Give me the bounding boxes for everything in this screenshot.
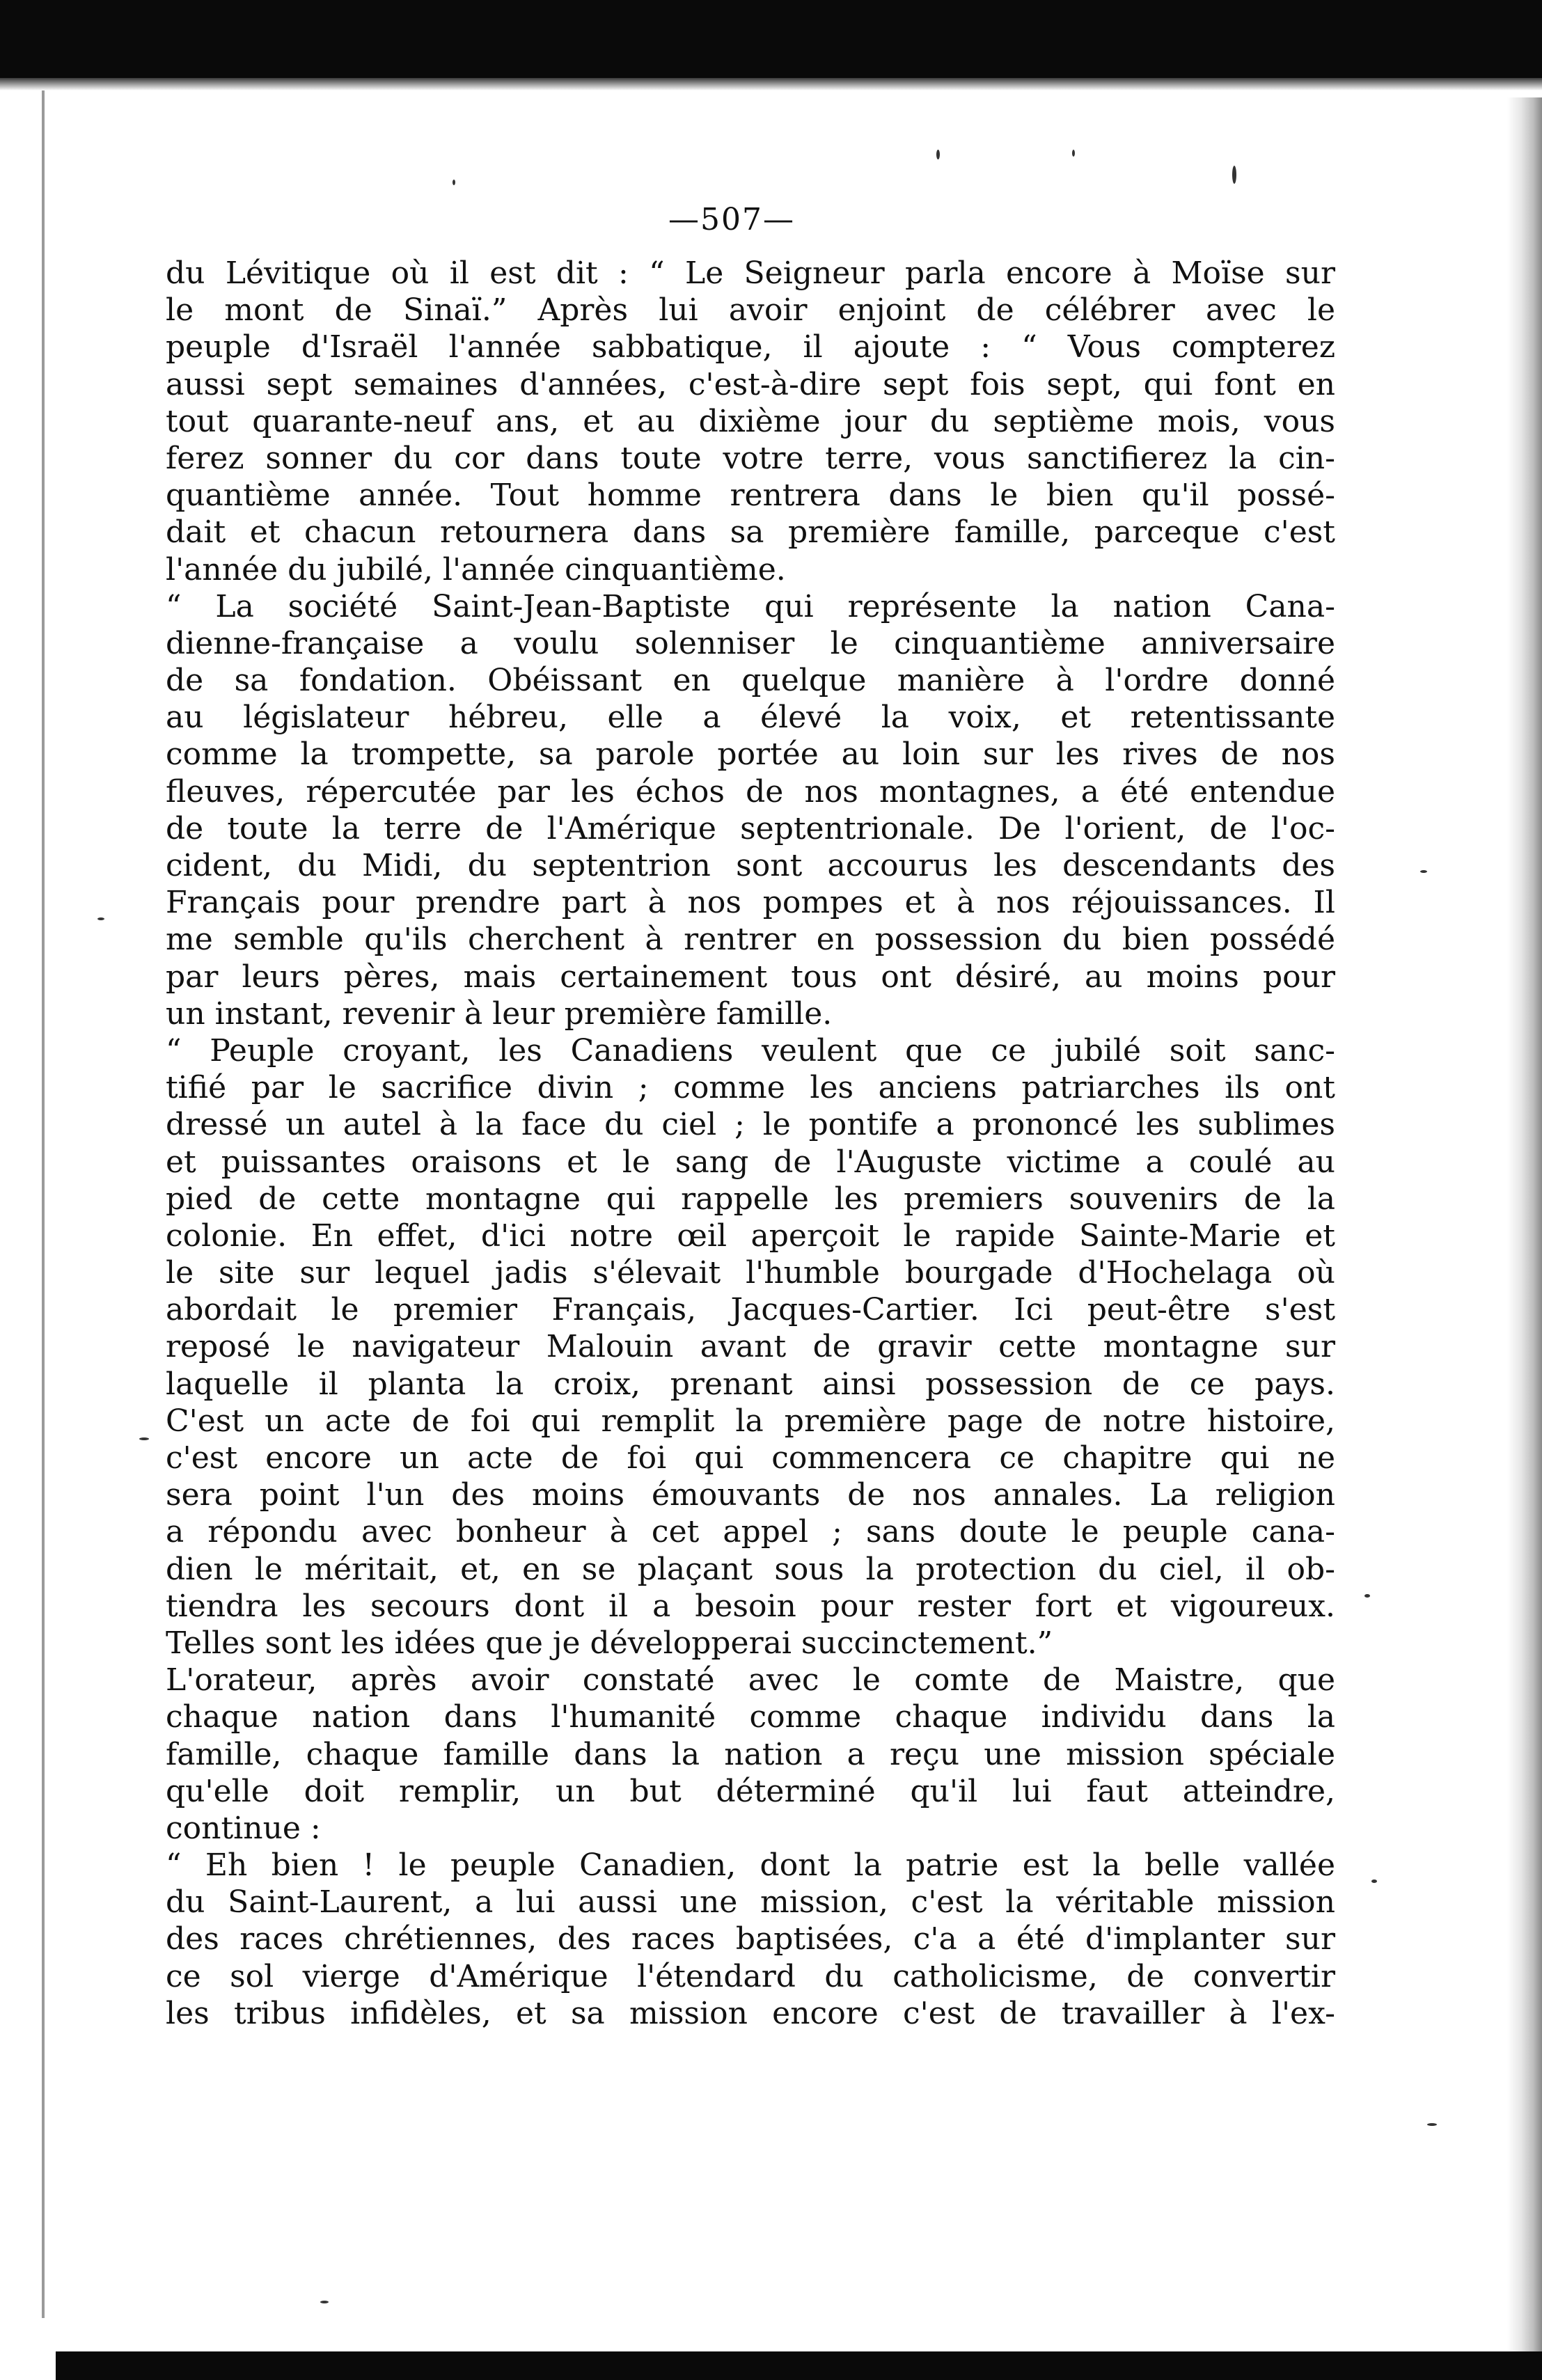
body-text <box>166 255 1335 2032</box>
scan-speck <box>139 1437 149 1440</box>
text-line: reposé le navigateur Malouin avant de gravir cette montagne sur <box>166 1329 1335 1365</box>
text-line: le mont de Sinaï.” Après lui avoir enjoint de célébrer avec le <box>166 292 1335 329</box>
text-line: chaque nation dans l'humanité comme chaque individu dans la <box>166 1699 1335 1735</box>
scan-left-margin-line <box>42 90 45 2318</box>
text-line: qu'elle doit remplir, un but déterminé qu'il lui faut atteindre, <box>166 1773 1335 1809</box>
text-line: des races chrétiennes, des races baptisées, c'a a été d'implanter sur <box>166 1921 1335 1957</box>
scan-speck <box>1364 1594 1370 1598</box>
text-line: de toute la terre de l'Amérique septentrionale. De l'orient, de l'oc- <box>166 810 1335 846</box>
text-line: tout quarante-neuf ans, et au dixième jour du septième mois, vous <box>166 403 1335 439</box>
text-line: dait et chacun retournera dans sa première famille, parceque c'est <box>166 514 1335 551</box>
text-line: me semble qu'ils cherchent à rentrer en possession du bien possédé <box>166 922 1335 958</box>
text-line: les tribus infidèles, et sa mission encore c'est de travailler à l'ex- <box>166 1995 1335 2031</box>
text-line: comme la trompette, sa parole portée au loin sur les rives de nos <box>166 736 1335 773</box>
scan-speck <box>936 150 940 159</box>
text-line: dien le méritait, et, en se plaçant sous la protection du ciel, il ob- <box>166 1551 1335 1587</box>
text-line: dienne-française a voulu solenniser le cinquantième anniversaire <box>166 625 1335 661</box>
text-line: a répondu avec bonheur à cet appel ; sans doute le peuple cana- <box>166 1514 1335 1550</box>
text-line: ce sol vierge d'Amérique l'étendard du catholicisme, de convertir <box>166 1958 1335 1994</box>
text-line: c'est encore un acte de foi qui commencera ce chapitre qui ne <box>166 1440 1335 1476</box>
text-line: C'est un acte de foi qui remplit la première page de notre histoire, <box>166 1403 1335 1439</box>
text-line: abordait le premier Français, Jacques-Cartier. Ici peut-être s'est <box>166 1292 1335 1328</box>
scan-speck <box>1420 870 1427 873</box>
text-line: dressé un autel à la face du ciel ; le pontife a prononcé les sublimes <box>166 1107 1335 1143</box>
text-line: Telles sont les idées que je développerai succinctement.” <box>166 1625 1053 1661</box>
text-line: colonie. En effet, d'ici notre œil aperçoit le rapide Sainte-Marie et <box>166 1217 1335 1254</box>
text-line: continue : <box>166 1810 321 1846</box>
scan-speck <box>1072 150 1075 157</box>
text-line: du Saint-Laurent, a lui aussi une mission, c'est la véritable mission <box>166 1884 1335 1921</box>
scan-bottom-border <box>56 2351 1542 2380</box>
scan-speck <box>453 180 455 185</box>
text-line: du Lévitique où il est dit : “ Le Seigneur parla encore à Moïse sur <box>166 255 1335 291</box>
text-line: aussi sept semaines d'années, c'est-à-dire sept fois sept, qui font en <box>166 366 1335 402</box>
text-line: fleuves, répercutée par les échos de nos montagnes, a été entendue <box>166 773 1335 810</box>
scan-right-edge <box>1507 97 1542 2351</box>
scan-speck <box>1232 166 1236 184</box>
text-line: “ La société Saint-Jean-Baptiste qui représente la nation Cana- <box>166 588 1335 624</box>
text-line: “ Eh bien ! le peuple Canadien, dont la patrie est la belle vallée <box>166 1847 1335 1884</box>
text-line: Français pour prendre part à nos pompes et à nos réjouissances. Il <box>166 885 1335 921</box>
text-line: de sa fondation. Obéissant en quelque manière à l'ordre donné <box>166 663 1335 699</box>
text-line: “ Peuple croyant, les Canadiens veulent que ce jubilé soit sanc- <box>166 1032 1335 1069</box>
text-line: peuple d'Israël l'année sabbatique, il ajoute : “ Vous compterez <box>166 329 1335 365</box>
text-line: tiendra les secours dont il a besoin pour rester fort et vigoureux. <box>166 1588 1335 1624</box>
text-line: le site sur lequel jadis s'élevait l'humble bourgade d'Hochelaga où <box>166 1255 1335 1291</box>
text-line: cident, du Midi, du septentrion sont accourus les descendants des <box>166 848 1335 883</box>
scan-top-shadow <box>0 78 1542 90</box>
scan-speck <box>1371 1879 1377 1883</box>
text-line: l'année du jubilé, l'année cinquantième. <box>166 551 786 588</box>
text-line: ferez sonner du cor dans toute votre terre, vous sanctifierez la cin- <box>166 440 1335 476</box>
text-line: sera point l'un des moins émouvants de nos annales. La religion <box>166 1477 1335 1513</box>
scan-top-border <box>0 0 1542 78</box>
scan-speck <box>1427 2123 1437 2126</box>
text-line: laquelle il planta la croix, prenant ainsi possession de ce pays. <box>166 1366 1335 1402</box>
text-line: L'orateur, après avoir constaté avec le comte de Maistre, que <box>166 1662 1335 1699</box>
text-line: et puissantes oraisons et le sang de l'Auguste victime a coulé au <box>166 1144 1335 1180</box>
page-number: —507— <box>668 202 795 237</box>
scan-speck <box>97 917 104 920</box>
text-line: par leurs pères, mais certainement tous ont désiré, au moins pour <box>166 959 1335 995</box>
text-line: tifié par le sacrifice divin ; comme les anciens patriarches ils ont <box>166 1070 1335 1106</box>
scan-speck <box>320 2301 329 2303</box>
text-line: un instant, revenir à leur première famille. <box>166 995 833 1032</box>
text-line: famille, chaque famille dans la nation a reçu une mission spéciale <box>166 1736 1335 1772</box>
text-line: pied de cette montagne qui rappelle les premiers souvenirs de la <box>166 1181 1335 1217</box>
text-line: quantième année. Tout homme rentrera dans le bien qu'il possé- <box>166 478 1335 514</box>
text-line: au législateur hébreu, elle a élevé la voix, et retentissante <box>166 700 1335 736</box>
